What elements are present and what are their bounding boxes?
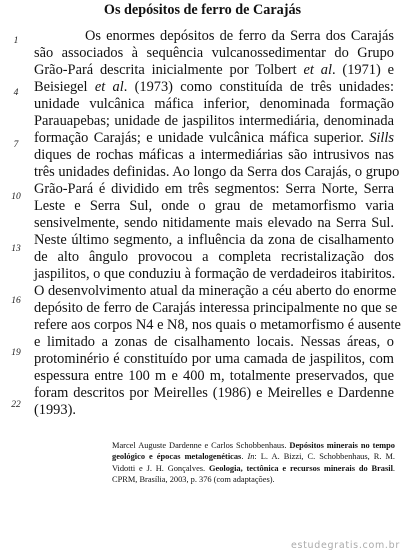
text-segment: . (1973) como constituída de três unidades: (123, 79, 395, 95)
citation-work-title: Depósitos minerais no tempo geológico e épocas metalogenéticas (112, 441, 395, 462)
citation-authors: Marcel Auguste Dardenne e Carlos Schobbenhaus. (112, 441, 290, 450)
line-number: 13 (11, 244, 21, 254)
text-line: três unidades definidas. Ao longo da Serra dos Carajás, o grupo (34, 164, 400, 180)
text-line: de alto ângulo provocou a completa recristalização dos (34, 249, 394, 265)
text-segment: formação Carajás; e unidade vulcânica máfica superior. (34, 130, 370, 146)
source-citation (112, 440, 395, 485)
text-line: Grão-Pará é dividido em três segmentos: Serra Norte, Serra (34, 181, 394, 197)
citation-publication: . CPRM, Brasília, 2003, p. 376 (com adaptações). (112, 463, 395, 484)
text-line (34, 130, 394, 147)
text-line: foram descritos por Meirelles (1986) e Meirelles e Dardenne (34, 385, 394, 401)
line-number: 19 (11, 348, 21, 358)
text-line (34, 62, 394, 79)
text-line: jaspilitos, o que conduziu à formação de verdadeiros itabiritos. (34, 266, 396, 282)
site-watermark: estudegratis.com.br (290, 540, 400, 551)
text-line: refere aos corpos N4 e N8, nos quais o metamorfismo é ausente (34, 317, 401, 333)
italic-text: Sills (369, 130, 394, 146)
text-line: espessura entre 100 m e 400 m, totalmente preservados, que (34, 368, 394, 384)
text-line: (1993). (34, 402, 76, 418)
text-segment: Beisiegel (34, 79, 95, 95)
text-line: são associados à sequência vulcanossedimentar do Grupo (34, 45, 394, 61)
line-number: 7 (13, 140, 19, 150)
text-line: protominério é constituído por uma camada de jaspilitos, com (34, 351, 394, 367)
line-number: 22 (11, 400, 21, 410)
citation-in-label: In (247, 452, 255, 462)
text-line: sensivelmente, sendo nitidamente mais elevado na Serra Sul. (34, 215, 394, 231)
italic-text: et al (303, 62, 332, 78)
line-number: 10 (11, 192, 21, 202)
text-line: diques de rochas máficas a intermediárias são intrusivos nas (34, 147, 394, 163)
line-number: 16 (11, 296, 21, 306)
text-line: Parauapebas; unidade de jaspilitos intermediária, denominada (34, 113, 394, 129)
text-line: depósito de ferro de Carajás interessa principalmente no que se (34, 300, 398, 316)
text-segment: Grão-Pará descrita inicialmente por Tolbert (34, 62, 304, 78)
text-line (34, 79, 394, 96)
text-line: Os enormes depósitos de ferro da Serra dos Carajás (85, 28, 394, 44)
citation-editors: : L. A. Bizzi, C. Schobbenhaus, R. M. Vidotti e J. H. Gonçalves. (112, 452, 395, 473)
text-line: e limitado a zonas de cisalhamento locais. Nessas áreas, o (34, 334, 394, 350)
citation-separator: . (241, 452, 248, 462)
line-number: 1 (13, 36, 19, 46)
text-line: Leste e Serra Sul, onde o grau de metamorfismo varia (34, 198, 394, 214)
citation-book-title: Geologia, tectônica e recursos minerais do Brasil (208, 463, 393, 473)
text-line: O desenvolvimento atual da mineração a céu aberto do enorme (34, 283, 397, 299)
text-line: unidade vulcânica máfica inferior, denominada formação (34, 96, 394, 112)
document-title: Os depósitos de ferro de Carajás (103, 2, 302, 18)
text-segment: . (1971) e (331, 62, 394, 78)
line-number: 4 (13, 88, 19, 98)
text-line: Neste último segmento, a influência da zona de cisalhamento (34, 232, 394, 248)
italic-text: et al (94, 79, 124, 95)
